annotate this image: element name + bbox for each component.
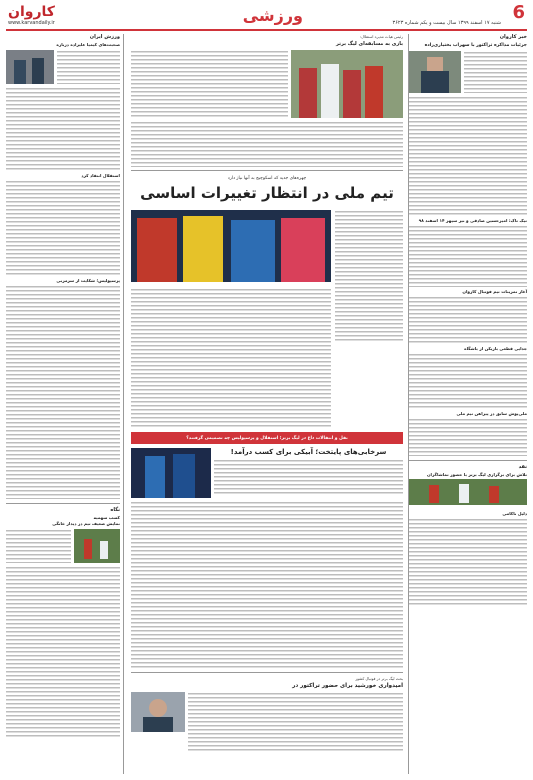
mid-block — [131, 448, 403, 752]
masthead — [0, 0, 533, 30]
article-headline: بازی به مسابقه‌ای لیگ برتر — [336, 41, 403, 47]
article-body — [131, 501, 403, 669]
divider — [409, 460, 527, 461]
article-body — [6, 566, 120, 738]
column-label: ورزش ایران — [89, 34, 120, 40]
column-label: نقد — [518, 464, 527, 470]
article-body — [409, 353, 527, 409]
subheading: کسب سهمیه — [93, 515, 120, 520]
column-divider — [123, 34, 124, 774]
article-body — [464, 51, 527, 93]
website-url[interactable]: www.karvandaily.ir — [8, 20, 55, 26]
kicker: بحث لیگ برتر در فوتبال کشور — [355, 676, 403, 681]
kicker: رئیس هیات مدیره استقلال: — [359, 34, 403, 39]
article-body — [6, 285, 120, 499]
subheading: تیک تاک: امیرحسین صادقی و نیز سپهر ۱۴ اسفند ۹۸ — [418, 218, 527, 223]
newspaper-logo: کاروان — [8, 4, 55, 20]
subheading: ملی‌پوش سابق در پیراهن تیم ملی — [456, 411, 527, 416]
left-column — [6, 34, 120, 738]
coach-portrait-photo — [131, 692, 185, 732]
article-body — [188, 692, 403, 752]
article-body — [57, 50, 120, 84]
column-label: نگاه — [110, 507, 120, 513]
match-photo — [409, 479, 527, 505]
article-headline: امیدواری خورشید برای حضور تراکتور در — [292, 683, 403, 689]
issue-line: شنبه ۱۷ اسفند ۱۳۹۹ سال بیست و یکم شماره ۳۶۲۳ — [392, 20, 501, 26]
subheadline: چهره‌های جدید که اسکوچیچ به آنها نیاز دارد — [227, 176, 307, 181]
divider — [131, 672, 403, 673]
right-column — [409, 34, 527, 606]
match-action-photo — [74, 529, 120, 563]
player-photo — [409, 51, 461, 93]
article-body — [6, 87, 120, 171]
players-celebrating-photo — [131, 448, 211, 498]
subheading: تلاش برای برگزاری لیگ برتر با حضور تماشاگران — [426, 472, 527, 477]
article-body — [409, 296, 527, 344]
article-body — [409, 225, 527, 287]
article-headline: جزئیات مذاکره تراکتور با سهراب بختیاری‌زاده — [424, 43, 527, 48]
article-body — [131, 50, 288, 118]
section-title: ورزشی — [242, 6, 303, 25]
national-team-photo — [131, 210, 331, 282]
red-strap — [131, 432, 403, 444]
article-headline: نمایش ضعیف تیم در دیدار خانگی — [52, 521, 120, 526]
subheading: پرسپولیس؛ شکایت از سرمربی — [56, 278, 120, 283]
article-body — [131, 288, 331, 428]
article-body — [6, 529, 71, 563]
article-body — [335, 210, 403, 342]
article-body — [214, 459, 403, 495]
subheading: آغاز تمرینات تیم فوتبال کاروان — [462, 289, 527, 294]
subheading: دلیل ناکامی — [502, 511, 527, 516]
officials-photo — [6, 50, 54, 84]
article-body — [6, 180, 120, 276]
article-body — [131, 121, 403, 167]
article-body — [409, 418, 527, 456]
subheading: استقلال انتقاد کرد — [81, 173, 120, 178]
team-photo — [291, 50, 403, 118]
header-rule — [6, 29, 527, 31]
subheading: جدایی قطعی بازیکن از باشگاه — [464, 346, 527, 351]
divider — [6, 503, 120, 504]
page-number: 6 — [512, 2, 525, 23]
article-headline: سرخابی‌های پایتخت؛ آبیکی برای کسب درآمد! — [230, 448, 387, 456]
article-body — [409, 518, 527, 606]
strap-text: نقل و انتقالات داغ در لیگ برتر؛ استقلال و پرسپولیس چه تصمیمی گرفتند؟ — [186, 435, 348, 441]
column-label: خبر کاروان — [499, 34, 527, 40]
article-headline: صحبت‌های کیمیا علیزاده درباره — [56, 42, 120, 47]
main-headline: تیم ملی در انتظار تغییرات اساسی — [140, 184, 394, 202]
article-body — [409, 96, 527, 216]
divider — [131, 170, 403, 171]
